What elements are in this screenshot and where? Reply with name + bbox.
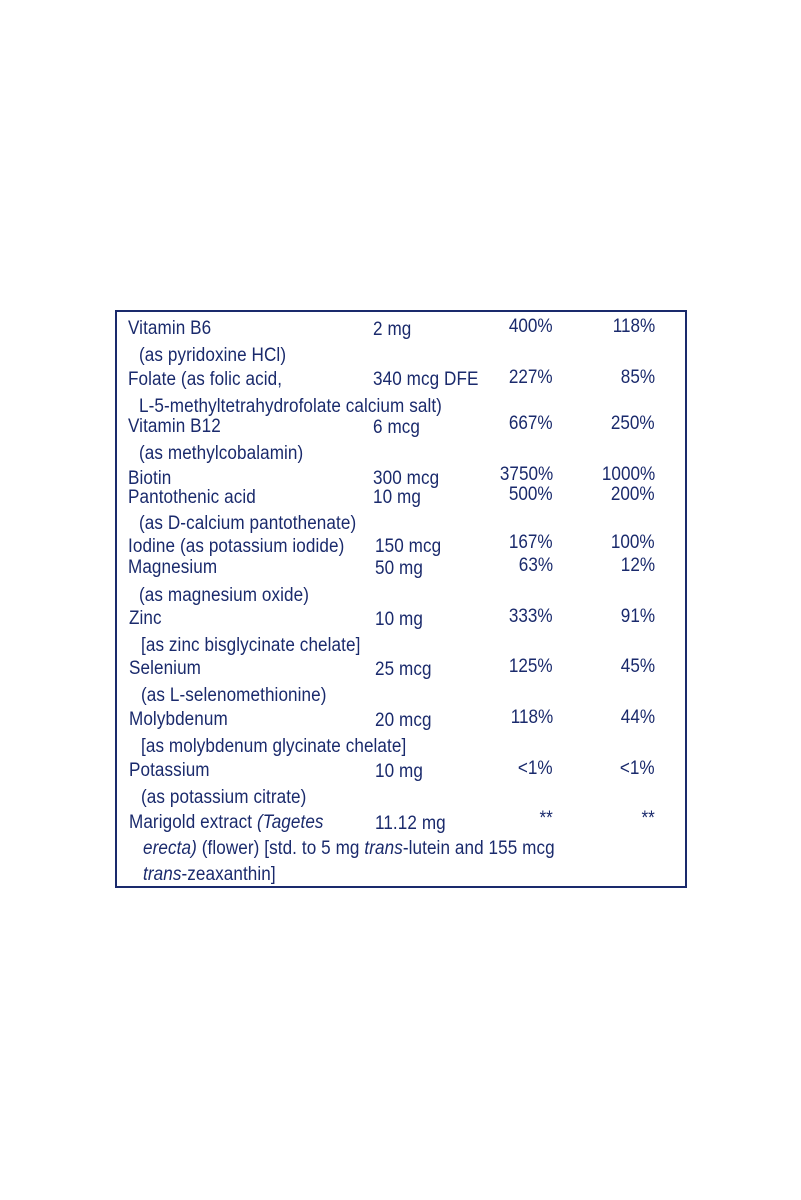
daily-value-percent-alt: 250%	[611, 413, 655, 434]
daily-value-percent: 667%	[509, 413, 553, 434]
nutrient-source: (as magnesium oxide)	[139, 585, 310, 606]
daily-value-percent-alt: 118%	[612, 316, 655, 337]
daily-value-percent: 227%	[509, 367, 553, 388]
nutrient-amount: 2 mg	[373, 319, 412, 340]
nutrient-name: Potassium	[129, 760, 210, 781]
nutrient-amount: 50 mg	[375, 558, 423, 579]
nutrient-source: erecta) (flower) [std. to 5 mg trans-lutein and 155 mcg	[143, 838, 555, 859]
nutrient-source: trans-zeaxanthin]	[143, 864, 276, 885]
nutrient-source: (as methylcobalamin)	[139, 443, 304, 464]
nutrient-amount: 20 mcg	[375, 710, 432, 731]
daily-value-percent-alt: 45%	[620, 656, 655, 677]
daily-value-percent: 500%	[509, 484, 553, 505]
daily-value-percent-alt: 100%	[611, 532, 655, 553]
nutrient-source: L-5-methyltetrahydrofolate calcium salt)	[139, 396, 442, 417]
daily-value-percent-alt: 200%	[611, 484, 655, 505]
nutrient-source: (as D-calcium pantothenate)	[139, 513, 357, 534]
daily-value-percent: 125%	[509, 656, 553, 677]
daily-value-percent: 400%	[509, 316, 553, 337]
nutrient-amount: 11.12 mg	[375, 813, 446, 834]
daily-value-percent: 3750%	[499, 464, 553, 485]
daily-value-percent-alt: 85%	[620, 367, 655, 388]
daily-value-percent-alt: 1000%	[601, 464, 655, 485]
nutrient-amount: 10 mg	[373, 487, 421, 508]
nutrient-name: Biotin	[128, 468, 172, 489]
nutrient-source: (as L-selenomethionine)	[141, 685, 327, 706]
daily-value-percent: <1%	[518, 758, 553, 779]
nutrient-name: Folate (as folic acid,	[128, 369, 283, 390]
nutrient-amount: 10 mg	[375, 609, 423, 630]
supplement-facts-panel	[115, 310, 687, 888]
nutrient-amount: 150 mcg	[375, 536, 442, 557]
nutrient-amount: 10 mg	[375, 761, 423, 782]
nutrient-amount: 6 mcg	[373, 417, 421, 438]
daily-value-percent-alt: 44%	[620, 707, 655, 728]
nutrient-source: (as pyridoxine HCl)	[139, 345, 287, 366]
nutrient-amount: 300 mcg	[373, 468, 440, 489]
nutrient-name: Marigold extract (Tagetes	[129, 812, 324, 833]
nutrient-amount: 340 mcg DFE	[373, 369, 479, 390]
daily-value-percent: 167%	[509, 532, 553, 553]
nutrient-source: [as zinc bisglycinate chelate]	[141, 635, 361, 656]
nutrient-name: Pantothenic acid	[128, 487, 256, 508]
daily-value-percent-alt: <1%	[620, 758, 655, 779]
daily-value-percent: 118%	[510, 707, 553, 728]
nutrient-name: Selenium	[129, 658, 202, 679]
daily-value-percent-alt: 91%	[620, 606, 655, 627]
nutrient-source: (as potassium citrate)	[141, 787, 307, 808]
nutrient-name: Iodine (as potassium iodide)	[128, 536, 345, 557]
nutrient-name: Molybdenum	[129, 709, 228, 730]
daily-value-percent: **	[539, 808, 553, 829]
nutrient-source: [as molybdenum glycinate chelate]	[141, 736, 407, 757]
nutrient-amount: 25 mcg	[375, 659, 432, 680]
nutrient-name: Vitamin B12	[128, 416, 221, 437]
nutrient-name: Magnesium	[128, 557, 218, 578]
nutrient-name: Vitamin B6	[128, 318, 212, 339]
daily-value-percent: 333%	[509, 606, 553, 627]
daily-value-percent-alt: **	[641, 808, 655, 829]
daily-value-percent: 63%	[518, 555, 553, 576]
nutrient-name: Zinc	[129, 608, 162, 629]
daily-value-percent-alt: 12%	[620, 555, 655, 576]
